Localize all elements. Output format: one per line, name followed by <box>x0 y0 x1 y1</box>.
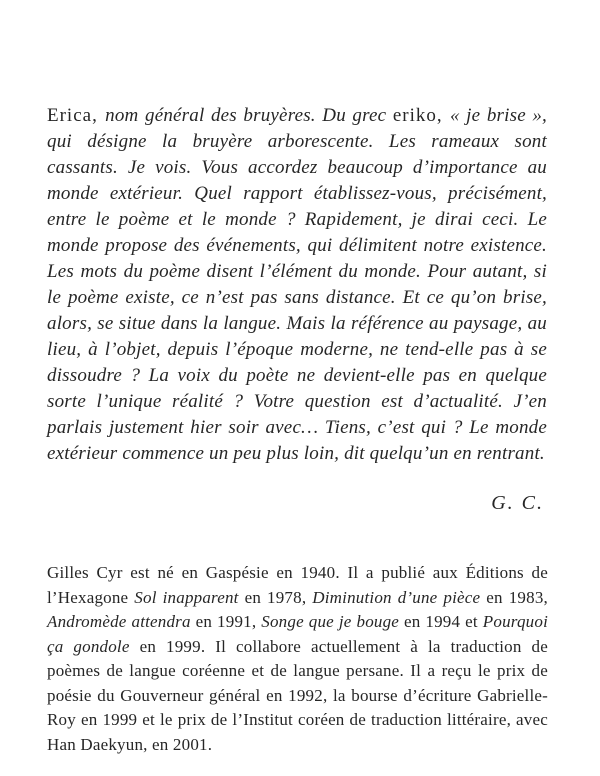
text-segment: en 1991, <box>190 612 262 631</box>
book-title: Pourquoi ça gondole <box>47 612 548 656</box>
author-initials: G. C. <box>491 492 544 514</box>
text-segment: Erica, <box>47 105 106 126</box>
text-segment: eriko, <box>392 105 450 126</box>
book-title: Andromède attendra <box>47 612 191 631</box>
text-segment: en 1983, <box>480 587 548 607</box>
text-segment: en 1978, <box>238 587 313 607</box>
text-segment: Gilles Cyr est né en Gaspésie en 1940. Il a publié aux Éditions de l’Hexagone <box>47 563 548 607</box>
dialogue-paragraph <box>47 103 547 467</box>
text-segment: nom général des bruyères. Du grec <box>105 105 393 126</box>
book-title: Sol inapparent <box>134 587 239 607</box>
text-segment: en 1999. Il collabore actuellement à la traduction de poèmes de langue coréenne et de langue persane. Il a reçu le prix de poésie du Gouverneur général en 1992, la bourse d’écriture Gabrielle-Roy en 1999 et le prix de l’Institut coréen de traduction littéraire, avec Han Daekyun, en 2001. <box>47 636 548 754</box>
book-title: Diminution d’une pièce <box>312 587 481 607</box>
bio-paragraph <box>47 561 548 757</box>
text-segment: « je brise », qui désigne la bruyère arborescente. Les rameaux sont cassants. Je vois. Vous accordez beaucoup d’importance au monde extérieur. Quel rapport établissez-vous, précisément, entre le poème et le monde ? Rapidement, je dirai ceci. Le monde propose des événements, qui délimitent notre existence. Les mots du poème disent l’élément du monde. Pour autant, si le poème existe, ce n’est pas sans distance. Et ce qu’on brise, alors, se situe dans la langue. Mais la référence au paysage, au lieu, à l’objet, depuis l’époque moderne, ne tend-elle pas à se dissoudre ? La voix du poète ne devient-elle pas en quelque sorte l’unique réalité ? Votre question est d’actualité. J’en parlais justement hier soir avec… Tiens, c’est qui ? Le monde extérieur commence un peu plus loin, dit quelqu’un en rentrant. <box>47 105 547 464</box>
book-title: Songe que je bouge <box>261 612 400 631</box>
text-segment: en 1994 et <box>399 612 483 631</box>
